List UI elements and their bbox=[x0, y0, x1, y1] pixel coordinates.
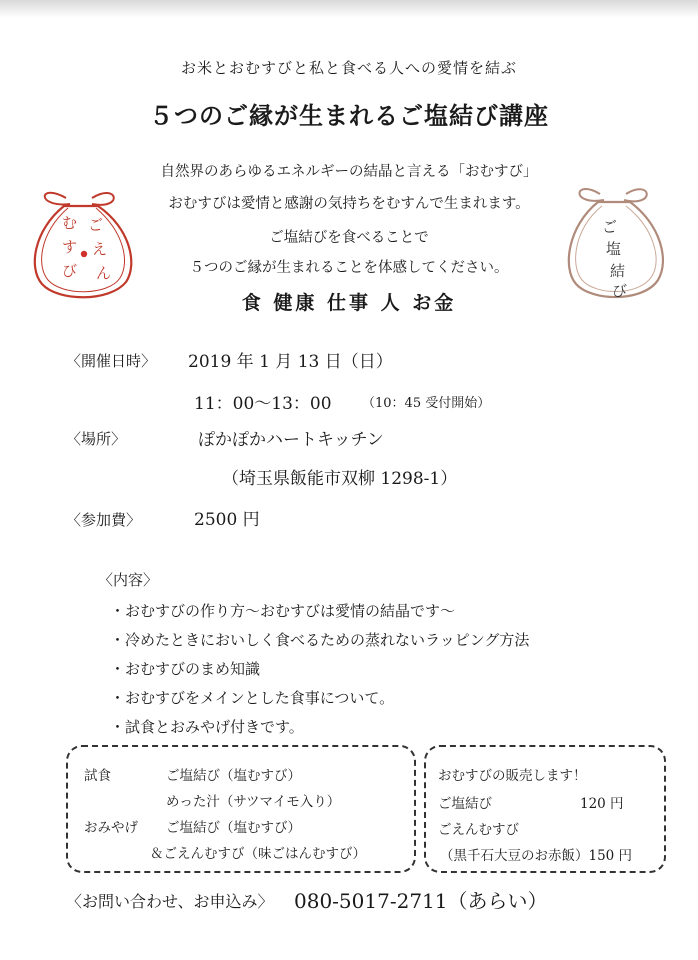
sales-item-name: ご塩結び bbox=[438, 796, 492, 812]
contact-label: 〈お問い合わせ、お申込み〉 bbox=[66, 892, 274, 911]
contact-value bbox=[294, 885, 548, 914]
svg-text:結: 結 bbox=[610, 262, 626, 280]
content-item: ・試食とおみやげ付きです。 bbox=[110, 718, 304, 736]
date-value: 2019 年 1 月 13 日（日） bbox=[188, 352, 393, 372]
date-label: 〈開催日時〉 bbox=[66, 352, 157, 370]
place-label: 〈場所〉 bbox=[66, 430, 127, 448]
five-pillars: 食 健康 仕事 人 お金 bbox=[241, 292, 457, 314]
souvenir-item: ご塩結び（塩むすび） bbox=[166, 820, 301, 836]
tasting-item: ご塩結び（塩むすび） bbox=[166, 768, 301, 784]
svg-text:す: す bbox=[62, 238, 78, 256]
intro-line: ５つのご縁が生まれることを体感してください。 bbox=[189, 260, 509, 276]
fee-value: 2500 円 bbox=[194, 510, 260, 530]
svg-text:ご: ご bbox=[602, 218, 618, 236]
tasting-item: めった汁（サツマイモ入り） bbox=[166, 794, 341, 810]
sales-item-desc: （黒千石大豆のお赤飯）150 円 bbox=[440, 848, 633, 864]
souvenir-item: ＆ごえんむすび（味ごはんむすび） bbox=[150, 846, 366, 862]
top-shade bbox=[0, 0, 698, 18]
page-title: ５つのご縁が生まれるご塩結び講座 bbox=[149, 102, 549, 130]
intro-line: ご塩結びを食べることで bbox=[269, 230, 429, 246]
content-item: ・おむすびのまめ知識 bbox=[110, 660, 261, 678]
sales-heading: おむすびの販売します！ bbox=[438, 768, 587, 784]
place-address: （埼玉県飯能市双柳 1298-1） bbox=[222, 469, 458, 489]
time-value: 11：00〜13：00 bbox=[194, 394, 332, 414]
svg-text:む: む bbox=[62, 214, 78, 232]
content-item: ・おむすびをメインとした食事について。 bbox=[110, 689, 395, 707]
content-label: 〈内容〉 bbox=[98, 571, 159, 589]
svg-text:び: び bbox=[62, 262, 78, 280]
contact-phone: 080-5017-2711（あらい） bbox=[294, 889, 548, 913]
tasting-label: 試食 bbox=[84, 768, 111, 784]
svg-text:び: び bbox=[612, 282, 628, 300]
svg-text:ご: ご bbox=[88, 216, 104, 234]
goshio-musubi-badge bbox=[548, 168, 678, 308]
svg-text:塩: 塩 bbox=[606, 240, 622, 258]
content-item: ・冷めたときにおいしく食べるための蒸れないラッピング方法 bbox=[110, 631, 530, 649]
fee-label: 〈参加費〉 bbox=[66, 511, 142, 529]
souvenir-label: おみやげ bbox=[84, 820, 138, 836]
sales-item-name: ごえんむすび bbox=[438, 822, 519, 838]
sales-item-price: 120 円 bbox=[580, 796, 624, 812]
intro-line: おむすびは愛情と感謝の気持ちをむすんで生まれます。 bbox=[168, 196, 530, 212]
goen-musubi-badge bbox=[18, 168, 148, 308]
time-note: （10：45 受付開始） bbox=[362, 396, 491, 411]
svg-text:ん: ん bbox=[96, 264, 112, 282]
subtitle: お米とおむすびと私と食べる人への愛情を結ぶ bbox=[180, 59, 517, 77]
intro-line: 自然界のあらゆるエネルギーの結晶と言える「おむすび」 bbox=[160, 164, 538, 180]
svg-text:え: え bbox=[92, 240, 108, 258]
place-name: ぽかぽかハートキッチン bbox=[198, 430, 384, 450]
content-item: ・おむすびの作り方〜おむすびは愛情の結晶です〜 bbox=[110, 602, 456, 620]
